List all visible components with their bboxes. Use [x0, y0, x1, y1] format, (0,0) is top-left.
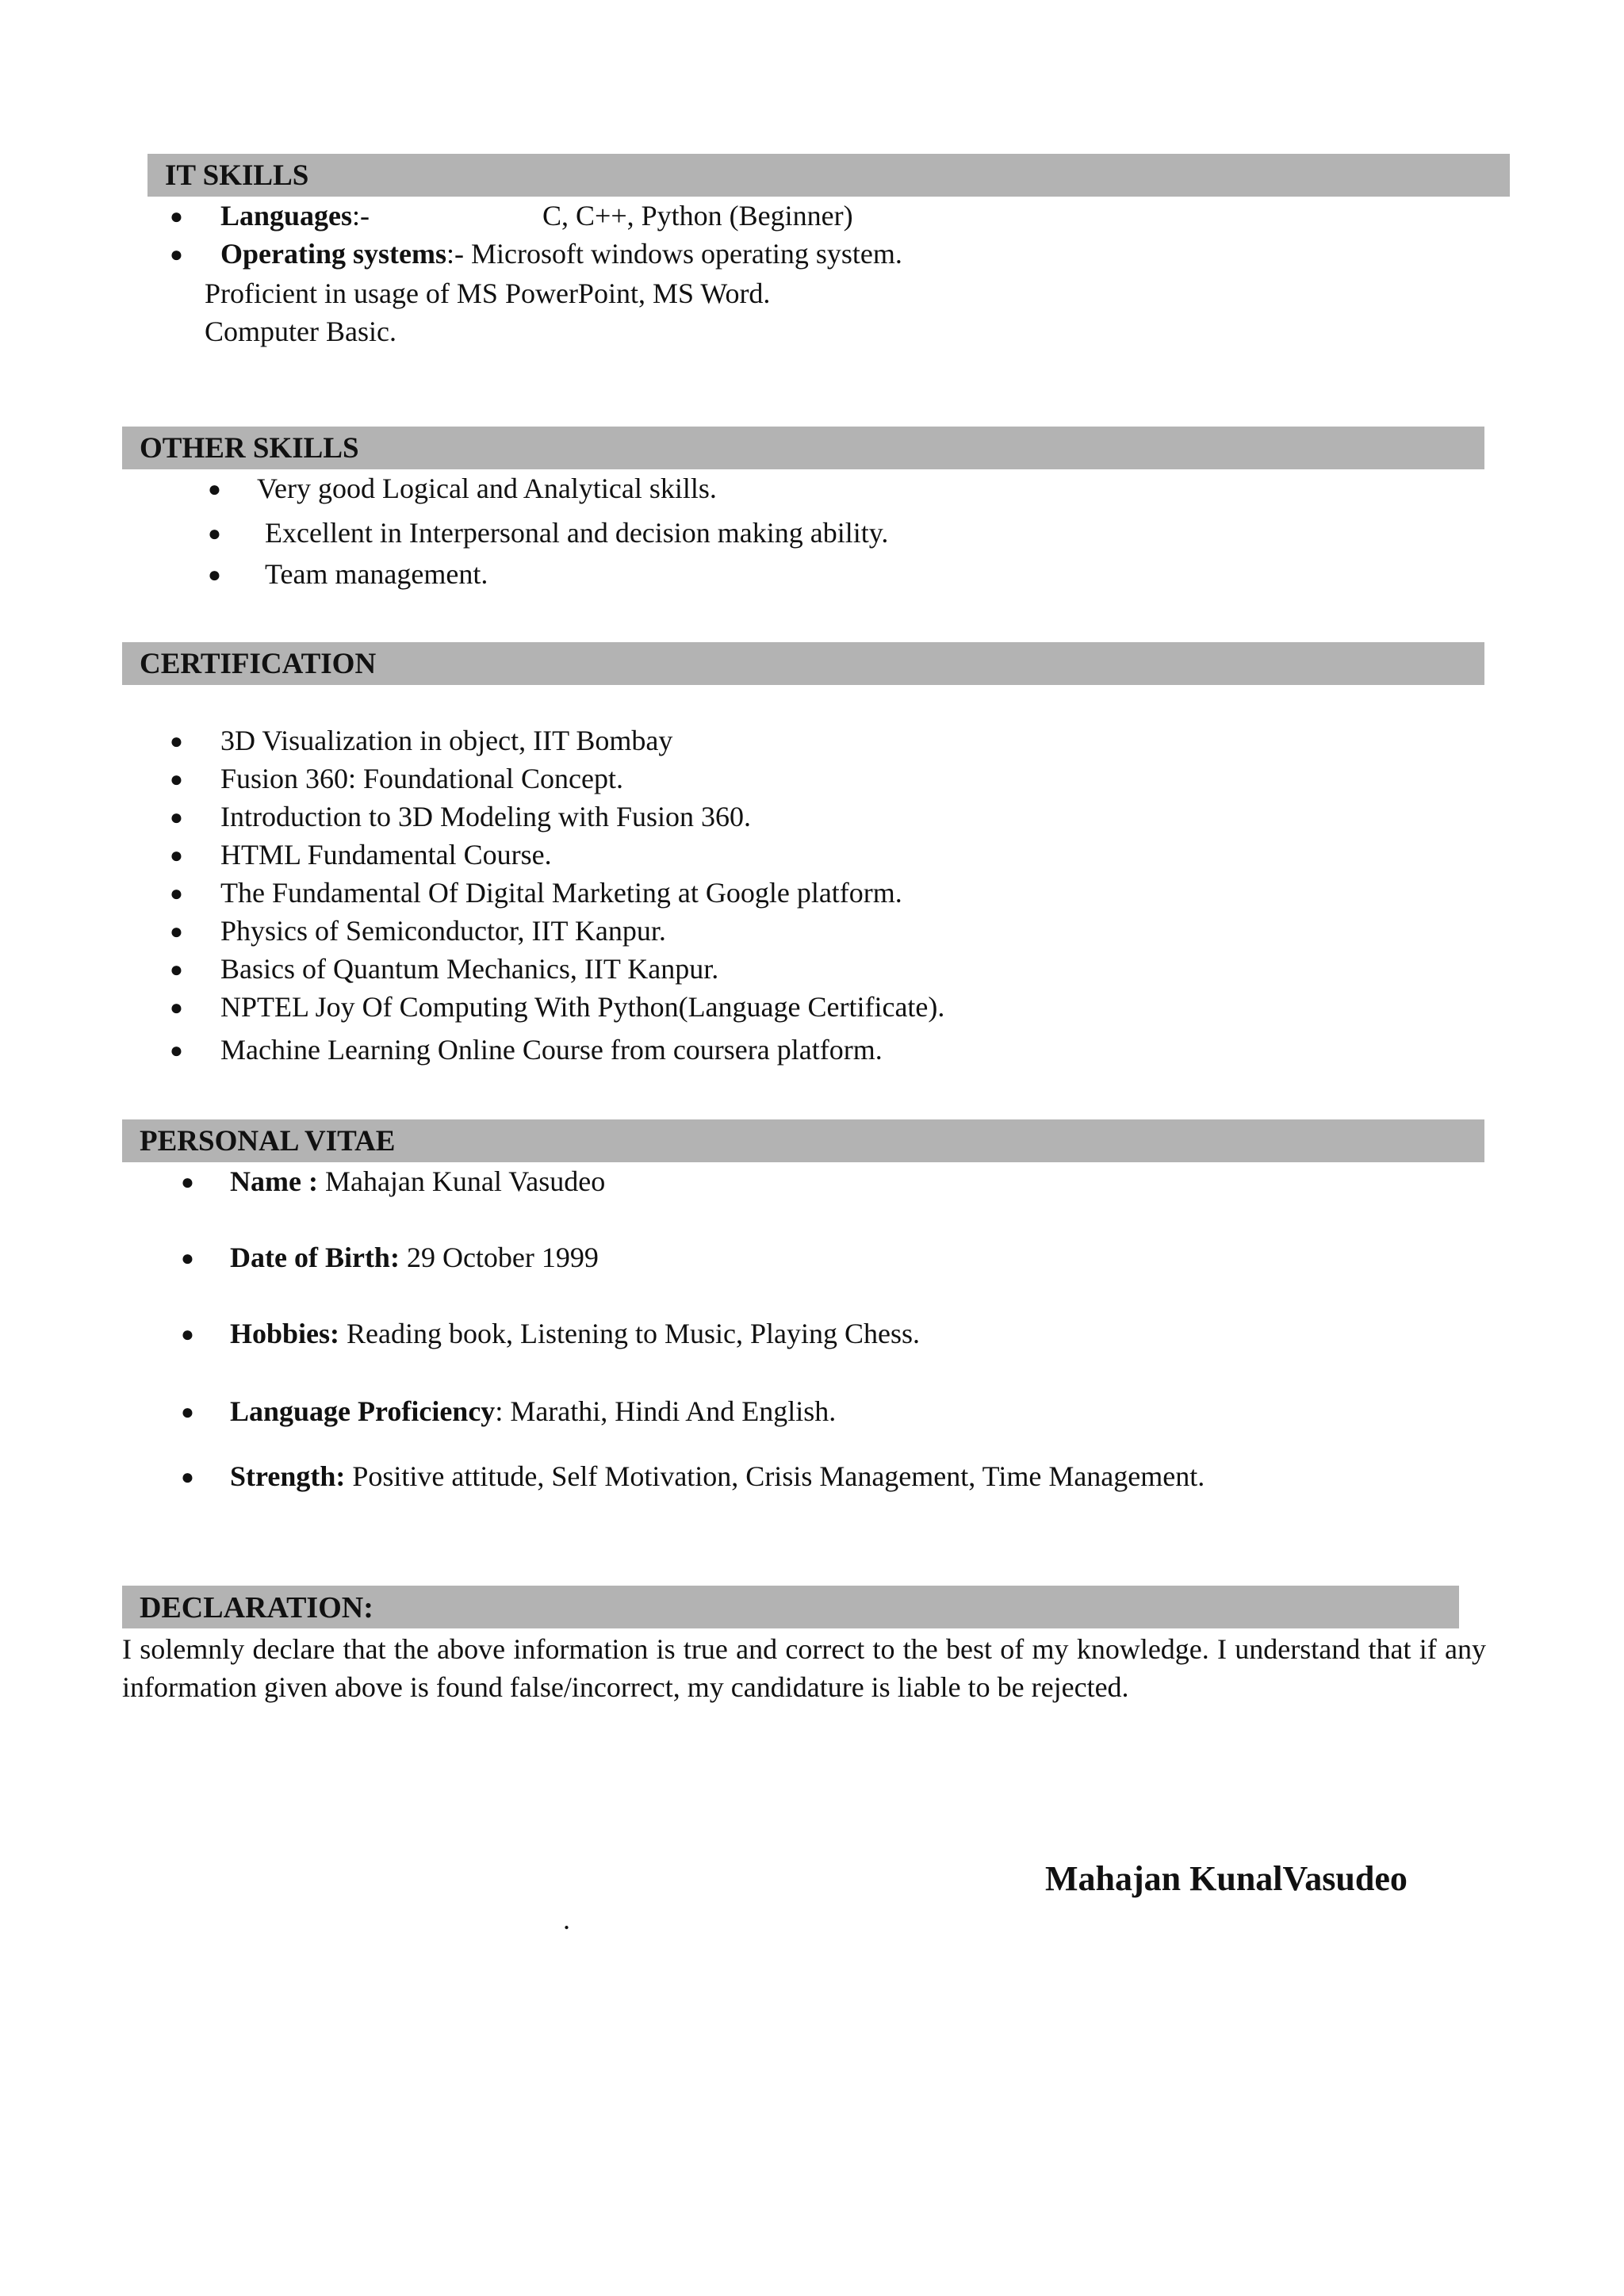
certification-item: HTML Fundamental Course. [220, 839, 552, 871]
bullet: ● [170, 729, 183, 754]
bullet: ● [170, 844, 183, 868]
bullet: ● [181, 1465, 194, 1490]
certification-item: Introduction to 3D Modeling with Fusion 360. [220, 801, 751, 832]
vitae-label: Strength: [230, 1460, 346, 1492]
os-line [220, 236, 902, 271]
certification-item: Fusion 360: Foundational Concept. [220, 763, 623, 794]
bullet: ● [170, 243, 183, 267]
bullet: ● [181, 1170, 194, 1195]
section-title: CERTIFICATION [140, 648, 377, 680]
bullet: ● [208, 522, 221, 546]
vitae-label: Date of Birth: [230, 1242, 400, 1273]
vitae-label: Language Proficiency [230, 1395, 496, 1427]
certification-item: Machine Learning Online Course from coursera platform. [220, 1034, 883, 1066]
bullet: ● [170, 767, 183, 792]
section-header-personal-vitae [122, 1119, 1484, 1162]
vitae-label: Name : [230, 1165, 318, 1197]
vitae-value: : Marathi, Hindi And English. [495, 1395, 837, 1427]
certification-item: The Fundamental Of Digital Marketing at Google platform. [220, 877, 902, 909]
it-extra-line: Proficient in usage of MS PowerPoint, MS Word. [205, 277, 771, 309]
bullet: ● [208, 563, 221, 587]
os-value: :- Microsoft windows operating system. [446, 238, 902, 270]
languages-label: Languages [220, 200, 353, 232]
vitae-value: Positive attitude, Self Motivation, Crisis Management, Time Management. [345, 1460, 1205, 1492]
bullet: ● [170, 806, 183, 830]
it-extra-line: Computer Basic. [205, 316, 396, 347]
vitae-label: Hobbies: [230, 1318, 340, 1349]
bullet: ● [170, 996, 183, 1020]
section-header-other-skills [122, 427, 1484, 469]
bullet: ● [208, 477, 221, 502]
bullet: ● [181, 1246, 194, 1271]
bullet: ● [170, 920, 183, 944]
bullet: ● [170, 205, 183, 229]
certification-item: 3D Visualization in object, IIT Bombay [220, 725, 673, 756]
certification-item: Physics of Semiconductor, IIT Kanpur. [220, 915, 666, 947]
signature-name: Mahajan KunalVasudeo [1045, 1859, 1408, 1898]
vitae-name [230, 1164, 605, 1199]
section-header-it-skills [147, 154, 1510, 197]
bullet: ● [181, 1322, 194, 1347]
os-label: Operating systems [220, 238, 446, 270]
section-title: IT SKILLS [165, 159, 309, 192]
other-skill-item: Team management. [265, 558, 488, 590]
section-title: DECLARATION: [140, 1591, 373, 1624]
vitae-value: Reading book, Listening to Music, Playing Chess. [339, 1318, 921, 1349]
vitae-dob [230, 1240, 599, 1275]
vitae-value: 29 October 1999 [399, 1242, 599, 1273]
vitae-hobbies [230, 1316, 920, 1351]
bullet: ● [181, 1400, 194, 1425]
vitae-language [230, 1394, 836, 1429]
languages-value: C, C++, Python (Beginner) [542, 200, 853, 232]
declaration-text: I solemnly declare that the above information is true and correct to the best of my knowledge. I understand that if any information given above is found false/incorrect, my candidature is liable to be rejected. [122, 1633, 1486, 1703]
section-header-certification [122, 642, 1484, 685]
bullet: ● [170, 1039, 183, 1063]
section-header-declaration [122, 1586, 1459, 1628]
other-skill-item: Excellent in Interpersonal and decision making ability. [265, 517, 889, 549]
certification-item: NPTEL Joy Of Computing With Python(Language Certificate). [220, 991, 945, 1023]
languages-line [220, 198, 370, 233]
other-skill-item: Very good Logical and Analytical skills. [257, 473, 717, 504]
vitae-value: Mahajan Kunal Vasudeo [317, 1165, 606, 1197]
trailing-dot: . [563, 1904, 570, 1935]
bullet: ● [170, 958, 183, 982]
certification-item: Basics of Quantum Mechanics, IIT Kanpur. [220, 953, 719, 985]
section-title: PERSONAL VITAE [140, 1125, 396, 1158]
section-title: OTHER SKILLS [140, 432, 359, 465]
languages-sep: :- [352, 200, 370, 232]
bullet: ● [170, 882, 183, 906]
vitae-strength [230, 1459, 1205, 1494]
